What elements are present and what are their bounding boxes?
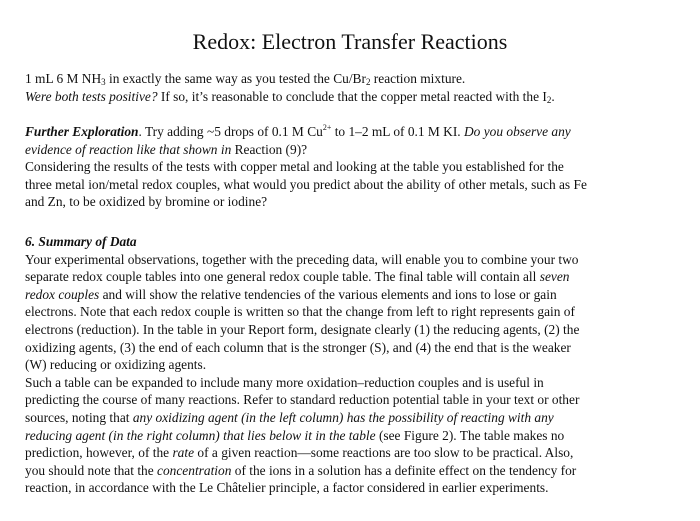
summary-line-8: Such a table can be expanded to include many more oxidation–reduction couples and is useful in	[25, 374, 544, 390]
summary-line-14: reaction, in accordance with the Le Châtelier principle, a factor considered in earlier experiments.	[25, 480, 549, 496]
further-exploration-paragraph	[25, 123, 685, 211]
further-exploration-heading: Further Exploration	[25, 124, 139, 139]
summary-line-9: predicting the course of many reactions. Refer to standard reduction potential table in your text or other	[25, 392, 580, 408]
further-exploration-line-1: Further Exploration. Try adding ~5 drops of 0.1 M $Cu^{2+}$ to 1–2 mL of 0.1 M KI. Do you observe any	[25, 123, 571, 139]
further-exploration-line-2: evidence of reaction like that shown in Reaction (9)?	[25, 141, 308, 157]
intro-line-2: Were both tests positive? If so, it’s reasonable to conclude that the copper metal reacted with the $I_2$.	[25, 88, 555, 105]
summary-line-13: you should note that the concentration of the ions in a solution has a definite effect on the tendency for	[25, 462, 577, 478]
summary-heading: 6. Summary of Data	[25, 234, 137, 249]
intro-line-1: 1 mL 6 M $NH_3$ in exactly the same way as you tested the $Cu/Br_2$ reaction mixture.	[25, 71, 466, 87]
further-exploration-line-3: Considering the results of the tests with copper metal and looking at the table you established for the	[25, 159, 564, 175]
summary-line-10: sources, noting that any oxidizing agent (in the left column) has the possibility of reacting with any	[25, 409, 554, 425]
summary-line-5: electrons (reduction). In the table in your Report form, designate clearly (1) the reducing agents, (2) the	[25, 321, 580, 337]
summary-line-3: redox couples and will show the relative tendencies of the various elements and ions to lose or gain	[25, 286, 557, 302]
summary-line-4: electrons. Note that each redox couple is written so that the change from left to right represents gain of	[25, 304, 575, 320]
summary-line-1: Your experimental observations, together with the preceding data, will enable you to combine your two	[25, 251, 579, 267]
summary-line-7: (W) reducing or oxidizing agents.	[25, 357, 207, 373]
summary-line-11: reducing agent (in the right column) that lies below it in the table (see Figure 2). The table makes no	[25, 427, 565, 443]
page-title: Redox: Electron Transfer Reactions	[192, 29, 508, 54]
intro-paragraph	[25, 70, 685, 105]
summary-section	[25, 233, 685, 497]
further-exploration-line-5: and Zn, to be oxidized by bromine or iodine?	[25, 194, 268, 210]
further-exploration-line-4: three metal ion/metal redox couples, what would you predict about the ability of other metals, such as Fe	[25, 176, 587, 192]
summary-line-12: prediction, however, of the rate of a given reaction—some reactions are too slow to be practical. Also,	[25, 445, 574, 461]
summary-line-6: oxidizing agents, (3) the end of each column that is the stronger (S), and (4) the end that is the weaker	[25, 339, 571, 355]
summary-line-2: separate redox couple tables into one general redox couple table. The final table will contain all seven	[25, 269, 570, 285]
